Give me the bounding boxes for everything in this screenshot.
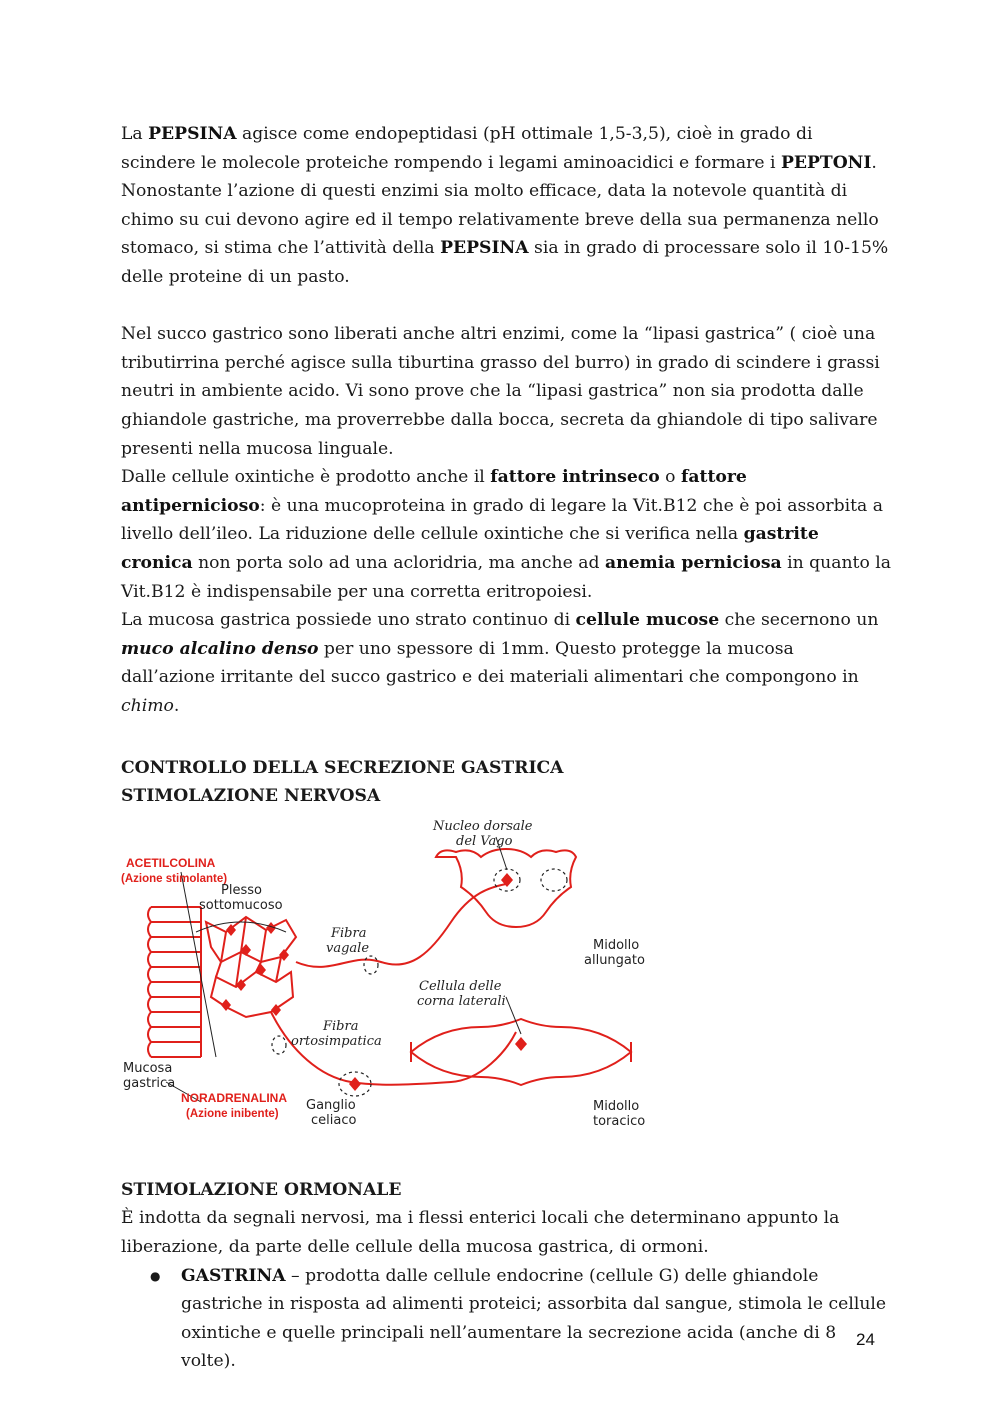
- text-run: . Nonostante l’azione di questi enzimi sia molto efficace, data la notevole quantità di chimo su cui devono agire ed il tempo relativamente breve della sua permanenza nello stomaco, si stima che l’attività della: [121, 152, 879, 259]
- label-gastrica: gastrica: [123, 1076, 176, 1092]
- text-run: o: [659, 467, 681, 488]
- text-run: PEPSINA: [148, 124, 237, 144]
- text-run: anemia perniciosa: [604, 552, 782, 573]
- page-number: 24: [856, 1330, 875, 1349]
- nerve-diagram: [121, 812, 661, 1132]
- paragraph-ormonale: [121, 1204, 891, 1261]
- label-midollo-toracico-2: toracico: [593, 1114, 646, 1130]
- label-midollo-allungato-1: Midollo: [593, 938, 640, 954]
- paragraph-pepsina: [121, 120, 891, 292]
- text-run: non porta solo ad una acloridria, ma anche ad: [192, 552, 605, 573]
- label-midollo-toracico-1: Midollo: [593, 1099, 640, 1115]
- label-acetilcolina: ACETILCOLINA: [126, 856, 216, 871]
- label-del-vago: del Vago: [456, 834, 513, 850]
- submucosal-plexus: [206, 917, 296, 1017]
- text-run: Nel succo gastrico sono liberati anche altri enzimi, come la “lipasi gastrica” ( cioè una tributirrina perché agisce sulla tiburtina grasso del burro) in grado di scindere i grassi neutri in ambiente acido. Vi sono prove che la “lipasi gastrica” non sia prodotta dalle ghiandole gastriche, ma proverrebbe dalla bocca, secreta da ghiandole di tipo salivare presenti nella mucosa linguale.: [121, 324, 880, 459]
- hormone-list: [121, 1262, 891, 1376]
- text-run: sia in grado di processare solo il 10-15% delle proteine di un pasto.: [121, 238, 889, 287]
- label-mucosa: Mucosa: [123, 1061, 173, 1077]
- text-run: muco alcalino denso: [121, 638, 319, 659]
- text-run: .: [173, 695, 180, 716]
- paragraph-mucosa: [121, 606, 891, 720]
- text-run: La mucosa gastrica possiede uno strato continuo di: [121, 610, 576, 631]
- lateral-horn-neuron: [515, 1037, 527, 1051]
- label-nucleo-dorsale: Nucleo dorsale: [433, 819, 533, 835]
- text-run: gastrite cronica: [121, 524, 819, 573]
- celiac-ganglion-neuron: [349, 1077, 361, 1091]
- label-corna-laterali: corna laterali: [417, 994, 506, 1010]
- label-midollo-allungato-2: allungato: [584, 953, 645, 969]
- paragraph-fattore-intrinseco: [121, 463, 891, 606]
- heading-controllo: CONTROLLO DELLA SECREZIONE GASTRICA: [121, 758, 564, 779]
- text-run: È indotta da segnali nervosi, ma i flessi enterici locali che determinano appunto la liberazione, da parte delle cellule della mucosa gastrica, di ormoni.: [121, 1208, 840, 1258]
- label-noradrenalina: NORADRENALINA: [181, 1091, 287, 1106]
- label-fibra-vagale-1: Fibra: [331, 926, 367, 942]
- label-cellula-delle: Cellula delle: [419, 979, 502, 995]
- gastrina-text: [181, 1266, 886, 1372]
- label-plesso: Plesso: [221, 883, 262, 899]
- text-run: che secernono un: [719, 610, 879, 631]
- label-fibra-vagale-2: vagale: [326, 941, 370, 957]
- text-run: GASTRINA: [181, 1265, 286, 1286]
- text-run: fattore antipernicioso: [121, 467, 747, 516]
- text-run: cellule mucose: [575, 610, 720, 631]
- mucosa-folds: [148, 907, 201, 1057]
- label-ganglio: Ganglio: [306, 1098, 356, 1114]
- heading-stimolazione-ormonale: STIMOLAZIONE ORMONALE: [121, 1180, 402, 1201]
- text-run: agisce come endopeptidasi (pH ottimale 1,5-3,5), cioè in grado di scindere le molecole proteiche rompendo i legami aminoacidici e formare i: [121, 124, 813, 173]
- text-run: PEPSINA: [440, 238, 529, 259]
- label-azione-stimolante: (Azione stimolante): [121, 873, 228, 886]
- text-run: PEPTONI: [780, 152, 872, 173]
- nervous-stimulation-figure: [121, 812, 661, 1132]
- text-run: : è una mucoproteina in grado di legare la Vit.B12 che è poi assorbita a livello dell’ileo. La riduzione delle cellule oxintiche che si verifica nella: [121, 495, 884, 545]
- label-azione-inibente: (Azione inibente): [186, 1108, 279, 1121]
- thoracic-spinal-cord: [411, 1019, 631, 1085]
- label-celiaco: celiaco: [311, 1113, 357, 1129]
- bullet-marker: ●: [150, 1268, 161, 1283]
- document-page: [121, 120, 891, 1376]
- paragraph-lipasi: [121, 320, 891, 463]
- text-run: Dalle cellule oxintiche è prodotto anche il: [121, 467, 491, 488]
- list-item: [150, 1262, 891, 1376]
- text-run: in quanto la Vit.B12 è indispensabile per una corretta eritropoiesi.: [121, 552, 892, 602]
- text-run: La: [121, 124, 149, 144]
- label-sottomucoso: sottomucoso: [199, 898, 283, 914]
- text-run: – prodotta dalle cellule endocrine (cellule G) delle ghiandole gastriche in risposta ad alimenti proteici; assorbita dal sangue, stimola le cellule oxintiche e quelle principali nell’aumentare la secrezione acida (anche di 8 volte).: [181, 1265, 887, 1372]
- heading-stimolazione-nervosa: STIMOLAZIONE NERVOSA: [121, 786, 381, 807]
- text-run: per uno spessore di 1mm. Questo protegge la mucosa dall’azione irritante del succo gastrico e dei materiali alimentari che compongono in: [121, 638, 859, 688]
- text-run: chimo: [121, 695, 174, 716]
- label-fibra-orto-2: ortosimpatica: [291, 1034, 382, 1050]
- text-run: fattore intrinseco: [490, 467, 660, 488]
- label-fibra-orto-1: Fibra: [323, 1019, 359, 1035]
